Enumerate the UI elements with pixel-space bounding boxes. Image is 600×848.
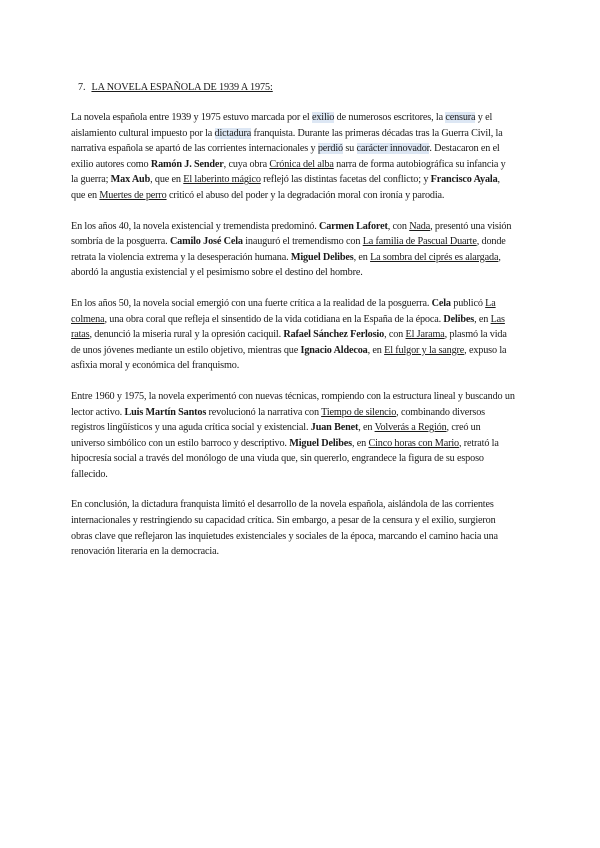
text-run: y el aislamiento cultural impuesto por la: [71, 112, 493, 139]
work-title: La colmena: [71, 297, 496, 325]
author-name: Camilo José Cela: [169, 236, 243, 248]
section-number: 7.: [78, 82, 86, 93]
text-run: En los años 50, la novela social emergió con una fuerte crítica a la realidad de la posguerra.: [71, 297, 432, 309]
author-name: Juan Benet: [310, 422, 359, 434]
paragraph-anos-40: [71, 219, 515, 281]
text-run: , plasmó la vida de unos jóvenes mediante un estilo objetivo, mientras que: [71, 329, 507, 356]
work-title: Crónica del alba: [269, 158, 334, 170]
highlighted-term: censura: [445, 112, 476, 123]
work-title: Las ratas: [71, 313, 505, 341]
work-title: Volverás a Región: [374, 422, 447, 434]
highlighted-term: exilio: [311, 112, 335, 123]
text-run: su: [342, 143, 357, 155]
text-run: de numerosos escritores, la: [334, 112, 446, 123]
text-run: reflejó las distintas facetas del conflicto; y: [260, 174, 431, 186]
highlighted-term: dictadura: [214, 127, 252, 139]
text-run: , presentó una visión sombría de la posguerra.: [71, 220, 512, 248]
text-run: , donde retrata la violencia extrema y la desesperación humana.: [71, 236, 506, 263]
work-title: La sombra del ciprés es alargada: [370, 251, 499, 263]
text-run: franquista. Durante las primeras décadas tras la Guerra Civil, la narrativa española se apartó de las corrientes internacionales y: [71, 127, 503, 155]
work-title: La familia de Pascual Duarte: [362, 236, 477, 248]
author-name: Ignacio Aldecoa: [300, 344, 368, 356]
work-title: Muertes de perro: [99, 189, 167, 201]
text-run: En conclusión, la dictadura franquista limitó el desarrollo de la novela española, aislándola de las corrientes internacionales y restringiendo su capacidad crítica. Sin embargo, a pesar de la censura y el exilio, surgieron obras clave que reflejaron las inquietudes existenciales y sociales de la época, marcando el camino hacia una renovación literaria en la democracia.: [71, 499, 498, 558]
highlighted-term: perdió: [317, 143, 343, 155]
text-run: , que en: [71, 174, 500, 201]
highlighted-term: carácter innovador: [356, 143, 430, 155]
work-title: El laberinto mágico: [183, 174, 261, 186]
author-name: Carmen Laforet: [319, 220, 388, 232]
text-run: narra de forma autobiográfica su infancia y la guerra;: [71, 158, 506, 186]
text-run: . Destacaron en el exilio autores como: [71, 143, 500, 170]
text-run: , cuya obra: [223, 158, 270, 170]
text-run: , creó un universo simbólico con un estilo barroco y descriptivo.: [71, 422, 481, 449]
author-name: Luis Martín Santos: [124, 406, 207, 418]
text-run: , retrató la hipocresía social a través del monólogo de una viuda que, sin quererlo, engrandece la figura de su esposo fallecido.: [71, 437, 499, 480]
author-name: Miguel Delibes: [289, 437, 352, 449]
text-run: En los años 40, la novela existencial y tremendista predominó.: [71, 220, 320, 232]
text-run: , una obra coral que refleja el sinsentido de la vida cotidiana en la España de la época.: [104, 313, 444, 325]
paragraph-1960-1975: [71, 389, 515, 483]
author-name: Max Aub: [110, 174, 151, 186]
work-title: Tiempo de silencio: [321, 406, 397, 418]
author-name: Delibes: [443, 313, 475, 325]
paragraph-anos-50: [71, 296, 515, 374]
text-run: revolucionó la narrativa con: [206, 406, 322, 418]
text-run: , combinando diversos registros lingüísticos y una aguda crítica social y existencial.: [71, 406, 485, 434]
section-heading: [78, 82, 273, 93]
text-run: Entre 1960 y 1975, la novela experimentó con nuevas técnicas, rompiendo con la estructura lineal y buscando un lector activo.: [71, 390, 515, 418]
text-run: , con: [387, 220, 410, 232]
text-run: , denunció la miseria rural y la opresión caciquil.: [89, 329, 284, 341]
section-title: LA NOVELA ESPAÑOLA DE 1939 A 1975:: [91, 82, 273, 93]
text-run: publicó: [450, 297, 486, 309]
text-run: , en: [367, 344, 385, 356]
work-title: El Jarama: [405, 329, 445, 341]
text-run: , expuso la asfixia moral y económica del franquismo.: [71, 344, 507, 372]
text-run: La novela española entre 1939 y 1975 estuvo marcada por el: [71, 112, 312, 123]
text-run: , abordó la angustia existencial y el pesimismo sobre el destino del hombre.: [71, 251, 501, 279]
work-title: Nada: [409, 220, 431, 232]
text-run: , que en: [150, 174, 184, 186]
author-name: Rafael Sánchez Ferlosio: [283, 329, 385, 341]
text-run: , en: [353, 251, 371, 263]
paragraph-exilio: [71, 110, 515, 204]
document-body: [71, 110, 515, 575]
paragraph-conclusion: [71, 497, 515, 559]
author-name: Ramón J. Sender: [150, 158, 224, 170]
text-run: , en: [358, 422, 375, 434]
work-title: Cinco horas con Mario: [368, 437, 459, 449]
author-name: Francisco Ayala: [430, 174, 498, 186]
author-name: Miguel Delibes: [290, 251, 354, 263]
text-run: inauguró el tremendismo con: [242, 236, 363, 248]
author-name: Cela: [431, 297, 451, 309]
text-run: , en: [351, 437, 369, 449]
work-title: El fulgor y la sangre: [384, 344, 465, 356]
text-run: , en: [474, 313, 491, 325]
text-run: , con: [384, 329, 406, 341]
text-run: criticó el abuso del poder y la degradación moral con ironía y parodia.: [166, 189, 445, 201]
